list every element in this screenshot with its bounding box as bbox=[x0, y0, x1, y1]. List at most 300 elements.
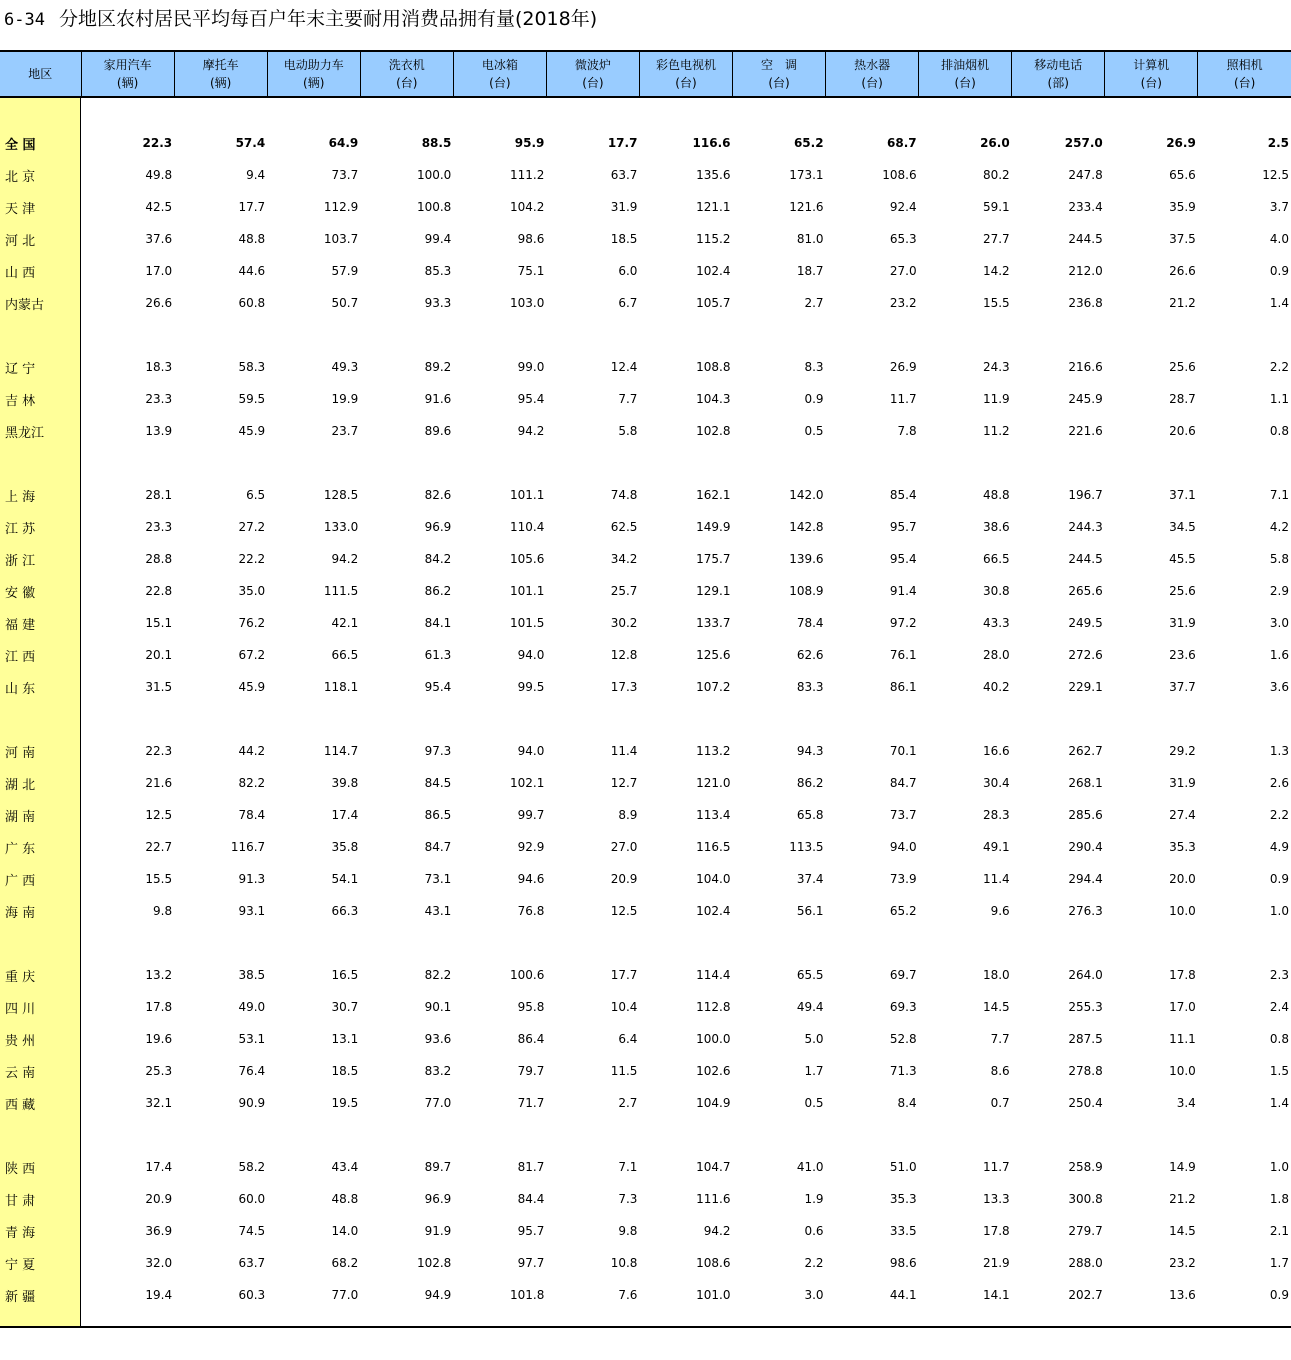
value-cell: 104.2 bbox=[510, 200, 545, 214]
table-bottom-rule bbox=[0, 1326, 1291, 1328]
region-cell: 云 南 bbox=[5, 1065, 36, 1081]
value-cell: 66.3 bbox=[331, 904, 359, 918]
value-cell: 22.7 bbox=[145, 840, 173, 854]
value-cell: 7.1 bbox=[618, 1160, 638, 1174]
value-cell: 57.4 bbox=[235, 136, 266, 150]
value-cell: 22.3 bbox=[145, 744, 173, 758]
table-row bbox=[0, 479, 1291, 511]
value-cell: 279.7 bbox=[1068, 1224, 1103, 1238]
value-cell: 59.1 bbox=[982, 200, 1010, 214]
column-header-5 bbox=[453, 51, 546, 97]
value-cell: 62.5 bbox=[610, 520, 638, 534]
value-cell: 1.6 bbox=[1269, 648, 1289, 662]
value-cell: 38.5 bbox=[238, 968, 266, 982]
value-cell: 39.8 bbox=[331, 776, 359, 790]
value-cell: 53.1 bbox=[238, 1032, 266, 1046]
value-cell: 16.5 bbox=[331, 968, 359, 982]
value-cell: 102.8 bbox=[696, 424, 731, 438]
column-header-name: 空 调 bbox=[761, 58, 798, 72]
value-cell: 102.4 bbox=[696, 264, 731, 278]
value-cell: 19.4 bbox=[145, 1288, 173, 1302]
table-row bbox=[0, 223, 1291, 255]
column-header-unit: (辆) bbox=[209, 76, 232, 90]
column-header-name: 排油烟机 bbox=[941, 58, 990, 72]
value-cell: 10.8 bbox=[610, 1256, 638, 1270]
value-cell: 110.4 bbox=[510, 520, 545, 534]
value-cell: 96.9 bbox=[424, 520, 452, 534]
value-cell: 40.2 bbox=[982, 680, 1010, 694]
table-row bbox=[0, 767, 1291, 799]
value-cell: 108.6 bbox=[882, 168, 917, 182]
value-cell: 142.8 bbox=[789, 520, 824, 534]
value-cell: 18.5 bbox=[331, 1064, 359, 1078]
data-table bbox=[0, 127, 1291, 1311]
value-cell: 17.4 bbox=[145, 1160, 173, 1174]
value-cell: 202.7 bbox=[1068, 1288, 1103, 1302]
value-cell: 11.4 bbox=[610, 744, 638, 758]
value-cell: 20.1 bbox=[145, 648, 173, 662]
value-cell: 51.0 bbox=[889, 1160, 917, 1174]
value-cell: 8.3 bbox=[804, 360, 824, 374]
table-row bbox=[0, 959, 1291, 991]
value-cell: 10.0 bbox=[1169, 904, 1196, 918]
value-cell: 18.7 bbox=[796, 264, 824, 278]
value-cell: 49.4 bbox=[796, 1000, 824, 1014]
value-cell: 63.7 bbox=[238, 1256, 266, 1270]
value-cell: 89.7 bbox=[424, 1160, 452, 1174]
value-cell: 94.3 bbox=[796, 744, 824, 758]
value-cell: 27.0 bbox=[610, 840, 638, 854]
value-cell: 25.6 bbox=[1169, 360, 1196, 374]
value-cell: 102.4 bbox=[696, 904, 731, 918]
value-cell: 111.5 bbox=[323, 584, 359, 598]
value-cell: 23.2 bbox=[889, 296, 917, 310]
value-cell: 24.3 bbox=[982, 360, 1010, 374]
value-cell: 1.5 bbox=[1269, 1064, 1289, 1078]
value-cell: 75.1 bbox=[517, 264, 545, 278]
value-cell: 14.5 bbox=[1169, 1224, 1196, 1238]
value-cell: 0.6 bbox=[804, 1224, 824, 1238]
value-cell: 95.9 bbox=[514, 136, 545, 150]
value-cell: 8.6 bbox=[990, 1064, 1010, 1078]
region-cell: 江 西 bbox=[5, 649, 36, 665]
value-cell: 1.0 bbox=[1269, 1160, 1289, 1174]
value-cell: 212.0 bbox=[1068, 264, 1103, 278]
value-cell: 2.2 bbox=[1269, 360, 1289, 374]
value-cell: 173.1 bbox=[789, 168, 824, 182]
value-cell: 268.1 bbox=[1068, 776, 1103, 790]
value-cell: 23.2 bbox=[1169, 1256, 1196, 1270]
value-cell: 67.2 bbox=[238, 648, 266, 662]
column-header-unit: (台) bbox=[1233, 76, 1256, 90]
value-cell: 34.5 bbox=[1169, 520, 1196, 534]
value-cell: 113.4 bbox=[696, 808, 731, 822]
value-cell: 65.8 bbox=[796, 808, 824, 822]
value-cell: 86.2 bbox=[424, 584, 452, 598]
value-cell: 105.6 bbox=[510, 552, 545, 566]
value-cell: 74.5 bbox=[238, 1224, 266, 1238]
value-cell: 79.7 bbox=[517, 1064, 545, 1078]
value-cell: 98.6 bbox=[889, 1256, 917, 1270]
value-cell: 290.4 bbox=[1068, 840, 1103, 854]
value-cell: 285.6 bbox=[1068, 808, 1103, 822]
table-row bbox=[0, 1023, 1291, 1055]
value-cell: 142.0 bbox=[789, 488, 824, 502]
value-cell: 27.7 bbox=[982, 232, 1010, 246]
value-cell: 27.4 bbox=[1169, 808, 1196, 822]
value-cell: 48.8 bbox=[238, 232, 266, 246]
value-cell: 101.1 bbox=[510, 584, 545, 598]
value-cell: 221.6 bbox=[1068, 424, 1103, 438]
value-cell: 65.2 bbox=[889, 904, 917, 918]
value-cell: 2.2 bbox=[1269, 808, 1289, 822]
value-cell: 90.9 bbox=[238, 1096, 266, 1110]
value-cell: 216.6 bbox=[1068, 360, 1103, 374]
value-cell: 8.9 bbox=[618, 808, 638, 822]
value-cell: 11.1 bbox=[1169, 1032, 1196, 1046]
value-cell: 76.4 bbox=[238, 1064, 266, 1078]
value-cell: 95.8 bbox=[517, 1000, 545, 1014]
value-cell: 69.3 bbox=[889, 1000, 917, 1014]
column-header-13 bbox=[1198, 51, 1291, 97]
value-cell: 20.6 bbox=[1169, 424, 1196, 438]
value-cell: 6.5 bbox=[246, 488, 266, 502]
region-cell: 山 东 bbox=[5, 681, 36, 697]
column-header-12 bbox=[1105, 51, 1198, 97]
value-cell: 102.8 bbox=[416, 1256, 452, 1270]
value-cell: 35.3 bbox=[889, 1192, 917, 1206]
value-cell: 12.5 bbox=[610, 904, 638, 918]
value-cell: 82.2 bbox=[238, 776, 266, 790]
region-cell: 内蒙古 bbox=[5, 297, 45, 313]
value-cell: 81.0 bbox=[796, 232, 824, 246]
region-cell: 广 东 bbox=[5, 841, 36, 857]
value-cell: 114.4 bbox=[696, 968, 731, 982]
value-cell: 18.0 bbox=[982, 968, 1010, 982]
value-cell: 128.5 bbox=[323, 488, 359, 502]
region-cell: 河 南 bbox=[5, 745, 36, 761]
value-cell: 42.1 bbox=[331, 616, 359, 630]
value-cell: 17.0 bbox=[145, 264, 173, 278]
value-cell: 30.2 bbox=[610, 616, 638, 630]
region-cell: 湖 北 bbox=[5, 777, 36, 793]
column-header-unit: (台) bbox=[396, 76, 418, 90]
region-cell: 贵 州 bbox=[5, 1033, 36, 1049]
region-cell: 辽 宁 bbox=[5, 361, 36, 377]
value-cell: 57.9 bbox=[331, 264, 359, 278]
region-cell: 天 津 bbox=[5, 201, 36, 217]
value-cell: 108.9 bbox=[789, 584, 824, 598]
table-row bbox=[0, 159, 1291, 191]
value-cell: 294.4 bbox=[1068, 872, 1103, 886]
value-cell: 3.4 bbox=[1176, 1096, 1196, 1110]
column-header-name: 热水器 bbox=[854, 58, 891, 72]
table-row bbox=[0, 1247, 1291, 1279]
value-cell: 244.3 bbox=[1068, 520, 1103, 534]
value-cell: 15.5 bbox=[982, 296, 1010, 310]
value-cell: 15.5 bbox=[145, 872, 173, 886]
value-cell: 28.3 bbox=[982, 808, 1010, 822]
table-row bbox=[0, 735, 1291, 767]
value-cell: 1.4 bbox=[1269, 296, 1289, 310]
region-cell: 北 京 bbox=[5, 169, 36, 185]
column-header-name: 电动助力车 bbox=[283, 58, 344, 72]
value-cell: 37.4 bbox=[796, 872, 824, 886]
value-cell: 0.5 bbox=[804, 1096, 824, 1110]
column-header-1 bbox=[81, 51, 174, 97]
value-cell: 6.4 bbox=[618, 1032, 638, 1046]
value-cell: 5.0 bbox=[804, 1032, 824, 1046]
value-cell: 54.1 bbox=[331, 872, 359, 886]
value-cell: 91.6 bbox=[424, 392, 452, 406]
value-cell: 162.1 bbox=[696, 488, 731, 502]
value-cell: 26.6 bbox=[145, 296, 173, 310]
column-header-unit: (辆) bbox=[116, 76, 139, 90]
value-cell: 9.8 bbox=[618, 1224, 638, 1238]
value-cell: 26.9 bbox=[889, 360, 917, 374]
spacer-row bbox=[0, 927, 1291, 959]
value-cell: 135.6 bbox=[696, 168, 731, 182]
value-cell: 7.7 bbox=[990, 1032, 1010, 1046]
region-cell: 浙 江 bbox=[5, 553, 36, 569]
table-row bbox=[0, 895, 1291, 927]
value-cell: 247.8 bbox=[1068, 168, 1103, 182]
region-cell: 四 川 bbox=[5, 1001, 36, 1017]
value-cell: 1.9 bbox=[804, 1192, 824, 1206]
value-cell: 30.7 bbox=[331, 1000, 359, 1014]
value-cell: 99.7 bbox=[517, 808, 545, 822]
spacer-row bbox=[0, 703, 1291, 735]
value-cell: 94.0 bbox=[517, 744, 545, 758]
value-cell: 244.5 bbox=[1068, 232, 1103, 246]
value-cell: 1.8 bbox=[1269, 1192, 1289, 1206]
value-cell: 233.4 bbox=[1068, 200, 1103, 214]
value-cell: 1.1 bbox=[1269, 392, 1289, 406]
value-cell: 93.3 bbox=[424, 296, 452, 310]
value-cell: 133.0 bbox=[323, 520, 359, 534]
table-row bbox=[0, 511, 1291, 543]
value-cell: 45.9 bbox=[238, 680, 266, 694]
value-cell: 25.6 bbox=[1169, 584, 1196, 598]
table-row bbox=[0, 415, 1291, 447]
value-cell: 83.3 bbox=[796, 680, 824, 694]
value-cell: 101.1 bbox=[510, 488, 545, 502]
value-cell: 11.2 bbox=[982, 424, 1010, 438]
region-cell: 青 海 bbox=[5, 1225, 36, 1241]
value-cell: 26.0 bbox=[980, 136, 1010, 150]
value-cell: 4.2 bbox=[1269, 520, 1289, 534]
value-cell: 43.4 bbox=[331, 1160, 359, 1174]
value-cell: 66.5 bbox=[982, 552, 1010, 566]
value-cell: 48.8 bbox=[982, 488, 1010, 502]
value-cell: 36.9 bbox=[145, 1224, 173, 1238]
column-header-unit: (台) bbox=[768, 76, 790, 90]
value-cell: 62.6 bbox=[796, 648, 824, 662]
value-cell: 2.1 bbox=[1269, 1224, 1289, 1238]
value-cell: 133.7 bbox=[696, 616, 731, 630]
value-cell: 94.2 bbox=[331, 552, 359, 566]
column-header-unit: (台) bbox=[675, 76, 697, 90]
value-cell: 66.5 bbox=[331, 648, 359, 662]
column-header-6 bbox=[546, 51, 639, 97]
value-cell: 1.7 bbox=[1269, 1256, 1289, 1270]
value-cell: 28.1 bbox=[145, 488, 173, 502]
value-cell: 17.7 bbox=[238, 200, 266, 214]
value-cell: 23.3 bbox=[145, 520, 173, 534]
value-cell: 17.8 bbox=[982, 1224, 1010, 1238]
value-cell: 37.7 bbox=[1169, 680, 1196, 694]
value-cell: 100.6 bbox=[510, 968, 545, 982]
table-row bbox=[0, 255, 1291, 287]
value-cell: 35.8 bbox=[331, 840, 359, 854]
value-cell: 13.6 bbox=[1169, 1288, 1196, 1302]
table-number: 6-34 bbox=[4, 10, 45, 30]
value-cell: 73.7 bbox=[889, 808, 917, 822]
table-row bbox=[0, 1279, 1291, 1311]
value-cell: 85.4 bbox=[889, 488, 917, 502]
value-cell: 121.6 bbox=[789, 200, 824, 214]
value-cell: 2.9 bbox=[1269, 584, 1289, 598]
value-cell: 113.5 bbox=[789, 840, 824, 854]
value-cell: 23.7 bbox=[331, 424, 359, 438]
value-cell: 86.5 bbox=[424, 808, 452, 822]
value-cell: 68.2 bbox=[331, 1256, 359, 1270]
value-cell: 100.0 bbox=[696, 1032, 731, 1046]
table-row bbox=[0, 1087, 1291, 1119]
table-row bbox=[0, 575, 1291, 607]
value-cell: 28.7 bbox=[1169, 392, 1196, 406]
region-cell: 福 建 bbox=[5, 617, 36, 633]
value-cell: 103.0 bbox=[510, 296, 545, 310]
column-header-unit: (辆) bbox=[303, 76, 325, 90]
value-cell: 84.1 bbox=[424, 616, 452, 630]
value-cell: 91.3 bbox=[238, 872, 266, 886]
value-cell: 74.8 bbox=[610, 488, 638, 502]
value-cell: 38.6 bbox=[982, 520, 1010, 534]
value-cell: 139.6 bbox=[789, 552, 824, 566]
value-cell: 17.7 bbox=[607, 136, 638, 150]
region-cell: 海 南 bbox=[5, 905, 36, 921]
value-cell: 76.1 bbox=[889, 648, 917, 662]
value-cell: 14.2 bbox=[982, 264, 1010, 278]
value-cell: 65.2 bbox=[793, 136, 824, 150]
value-cell: 2.6 bbox=[1269, 776, 1289, 790]
value-cell: 64.9 bbox=[328, 136, 359, 150]
value-cell: 121.1 bbox=[696, 200, 731, 214]
column-header-unit: (台) bbox=[582, 76, 604, 90]
table-row bbox=[0, 799, 1291, 831]
value-cell: 43.3 bbox=[982, 616, 1010, 630]
value-cell: 0.8 bbox=[1269, 424, 1289, 438]
value-cell: 101.0 bbox=[696, 1288, 731, 1302]
value-cell: 98.6 bbox=[517, 232, 545, 246]
value-cell: 7.8 bbox=[897, 424, 917, 438]
region-cell: 黑龙江 bbox=[5, 425, 45, 441]
value-cell: 76.2 bbox=[238, 616, 266, 630]
value-cell: 21.9 bbox=[982, 1256, 1010, 1270]
value-cell: 95.4 bbox=[517, 392, 545, 406]
value-cell: 2.4 bbox=[1269, 1000, 1289, 1014]
value-cell: 12.5 bbox=[1262, 168, 1289, 182]
value-cell: 111.2 bbox=[510, 168, 545, 182]
value-cell: 32.0 bbox=[145, 1256, 173, 1270]
value-cell: 20.0 bbox=[1169, 872, 1196, 886]
value-cell: 70.1 bbox=[889, 744, 917, 758]
value-cell: 61.3 bbox=[424, 648, 452, 662]
value-cell: 33.5 bbox=[889, 1224, 917, 1238]
value-cell: 10.4 bbox=[610, 1000, 638, 1014]
column-header-3 bbox=[267, 51, 360, 97]
value-cell: 0.9 bbox=[1269, 872, 1289, 886]
value-cell: 31.9 bbox=[1169, 776, 1196, 790]
value-cell: 288.0 bbox=[1068, 1256, 1103, 1270]
value-cell: 112.9 bbox=[323, 200, 359, 214]
value-cell: 272.6 bbox=[1068, 648, 1103, 662]
value-cell: 86.2 bbox=[796, 776, 824, 790]
value-cell: 56.1 bbox=[796, 904, 824, 918]
value-cell: 278.8 bbox=[1068, 1064, 1103, 1078]
value-cell: 93.1 bbox=[238, 904, 266, 918]
table-row bbox=[0, 991, 1291, 1023]
region-cell: 上 海 bbox=[5, 489, 36, 505]
value-cell: 149.9 bbox=[696, 520, 731, 534]
value-cell: 262.7 bbox=[1068, 744, 1103, 758]
column-header-name: 家用汽车 bbox=[103, 58, 152, 72]
value-cell: 71.3 bbox=[889, 1064, 917, 1078]
value-cell: 250.4 bbox=[1068, 1096, 1103, 1110]
value-cell: 28.0 bbox=[982, 648, 1010, 662]
value-cell: 245.9 bbox=[1068, 392, 1103, 406]
value-cell: 96.9 bbox=[424, 1192, 452, 1206]
value-cell: 4.0 bbox=[1269, 232, 1289, 246]
value-cell: 2.7 bbox=[618, 1096, 638, 1110]
value-cell: 104.3 bbox=[696, 392, 731, 406]
value-cell: 11.4 bbox=[982, 872, 1010, 886]
value-cell: 28.8 bbox=[145, 552, 173, 566]
value-cell: 34.2 bbox=[610, 552, 638, 566]
value-cell: 45.5 bbox=[1169, 552, 1196, 566]
region-cell: 新 疆 bbox=[5, 1289, 36, 1305]
value-cell: 115.2 bbox=[696, 232, 731, 246]
value-cell: 3.0 bbox=[1269, 616, 1289, 630]
value-cell: 99.0 bbox=[517, 360, 545, 374]
region-cell: 甘 肃 bbox=[5, 1193, 36, 1209]
value-cell: 99.5 bbox=[517, 680, 545, 694]
value-cell: 23.3 bbox=[145, 392, 173, 406]
value-cell: 58.2 bbox=[238, 1160, 266, 1174]
value-cell: 58.3 bbox=[238, 360, 266, 374]
value-cell: 97.3 bbox=[424, 744, 452, 758]
column-header-0 bbox=[0, 51, 81, 97]
value-cell: 80.2 bbox=[982, 168, 1010, 182]
column-header-name: 计算机 bbox=[1133, 58, 1170, 72]
value-cell: 0.7 bbox=[990, 1096, 1010, 1110]
value-cell: 35.0 bbox=[238, 584, 266, 598]
value-cell: 116.5 bbox=[696, 840, 731, 854]
value-cell: 88.5 bbox=[421, 136, 452, 150]
value-cell: 50.7 bbox=[331, 296, 359, 310]
value-cell: 73.7 bbox=[331, 168, 359, 182]
value-cell: 86.1 bbox=[889, 680, 917, 694]
value-cell: 84.7 bbox=[424, 840, 452, 854]
value-cell: 94.2 bbox=[703, 1224, 731, 1238]
table-row bbox=[0, 831, 1291, 863]
value-cell: 175.7 bbox=[696, 552, 731, 566]
table-row bbox=[0, 1151, 1291, 1183]
column-header-unit: (台) bbox=[489, 76, 511, 90]
value-cell: 31.9 bbox=[1169, 616, 1196, 630]
value-cell: 100.0 bbox=[416, 168, 452, 182]
